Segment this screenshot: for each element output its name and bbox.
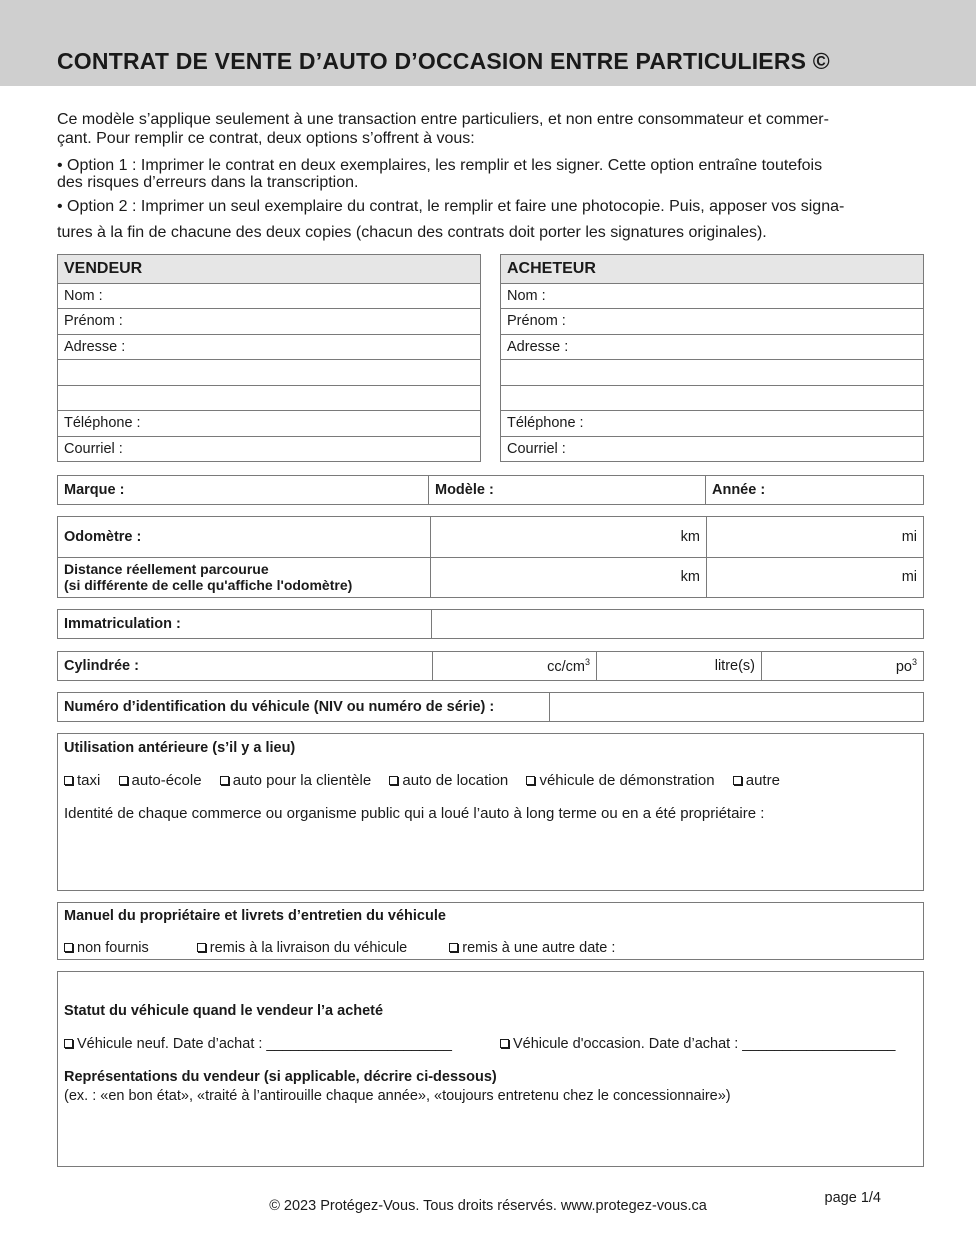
acheteur-adresse-field[interactable] bbox=[501, 335, 923, 360]
checkbox-icon bbox=[64, 776, 73, 785]
checkbox-icon bbox=[64, 1039, 73, 1048]
checkbox-autre[interactable] bbox=[733, 772, 780, 789]
distance-label-line: (si différente de celle qu'affiche l'odomètre) bbox=[64, 577, 353, 593]
field-label: Nom : bbox=[64, 288, 103, 304]
unit-po-sup: 3 bbox=[911, 657, 917, 668]
acheteur-nom-field[interactable] bbox=[501, 284, 923, 309]
vendeur-adresse-line-3[interactable] bbox=[58, 386, 480, 411]
cylindree-row bbox=[57, 651, 924, 681]
odometre-row bbox=[58, 517, 923, 557]
representations-field[interactable] bbox=[64, 1112, 917, 1160]
intro-line: tures à la fin de chacune des deux copies (chacun des contrats doit porter les signatures originales). bbox=[57, 224, 767, 241]
field-label: Modèle : bbox=[435, 482, 494, 498]
niv-field[interactable] bbox=[550, 693, 923, 721]
checkbox-vehicule-demonstration[interactable] bbox=[526, 772, 714, 789]
representations-title: Représentations du vendeur (si applicable, décrire ci-dessous) bbox=[64, 1069, 497, 1085]
immatriculation-label: Immatriculation : bbox=[58, 610, 432, 638]
vendeur-adresse-field[interactable] bbox=[58, 335, 480, 360]
niv-label: Numéro d’identification du véhicule (NIV ou numéro de série) : bbox=[58, 693, 550, 721]
acheteur-section bbox=[500, 254, 924, 462]
niv-row bbox=[57, 692, 924, 722]
unit-km: km bbox=[680, 569, 700, 585]
modele-field[interactable] bbox=[429, 476, 706, 504]
checkbox-auto-clientele[interactable] bbox=[220, 772, 371, 789]
cylindree-litres-field[interactable] bbox=[597, 652, 762, 680]
intro-line: çant. Pour remplir ce contrat, deux options s’offrent à vous: bbox=[57, 130, 475, 147]
option-label: Véhicule neuf. Date d’achat : _______________________ bbox=[77, 1036, 452, 1052]
field-label: Année : bbox=[712, 482, 766, 498]
checkbox-icon bbox=[733, 776, 742, 785]
annee-field[interactable] bbox=[706, 476, 923, 504]
immatriculation-row bbox=[57, 609, 924, 639]
vendeur-header: VENDEUR bbox=[58, 255, 480, 284]
vendeur-nom-field[interactable] bbox=[58, 284, 480, 309]
unit-po-text: po bbox=[895, 658, 912, 675]
field-label: Nom : bbox=[507, 288, 546, 304]
option-label: non fournis bbox=[77, 940, 149, 956]
unit-po bbox=[896, 657, 917, 675]
vendeur-section bbox=[57, 254, 481, 462]
acheteur-adresse-line-3[interactable] bbox=[501, 386, 923, 411]
marque-modele-annee-row bbox=[57, 475, 924, 505]
footer-copyright: © 2023 Protégez-Vous. Tous droits réservés. www.protegez-vous.ca bbox=[269, 1198, 707, 1214]
checkbox-icon bbox=[526, 776, 535, 785]
statut-neuf-option[interactable] bbox=[64, 1036, 452, 1052]
intro-option-2 bbox=[57, 194, 922, 246]
cylindree-cc-field[interactable] bbox=[433, 652, 597, 680]
page-number: page 1/4 bbox=[824, 1190, 881, 1206]
checkbox-icon bbox=[64, 943, 73, 952]
field-label: Adresse : bbox=[507, 339, 569, 355]
unit-cc bbox=[547, 657, 590, 675]
intro-line: des risques d’erreurs dans la transcription. bbox=[57, 174, 359, 191]
checkbox-icon bbox=[197, 943, 206, 952]
acheteur-prenom-field[interactable] bbox=[501, 309, 923, 335]
option-label: autre bbox=[745, 772, 780, 789]
unit-km: km bbox=[680, 529, 700, 545]
option-label: Véhicule d'occasion. Date d’achat : ___________________ bbox=[513, 1036, 896, 1052]
field-label: Courriel : bbox=[507, 441, 566, 457]
distance-row bbox=[58, 557, 923, 597]
identite-label: Identité de chaque commerce ou organisme public qui a loué l’auto à long terme ou en a été propriétaire : bbox=[64, 805, 765, 822]
identite-field[interactable] bbox=[64, 829, 917, 884]
intro-line: • Option 1 : Imprimer le contrat en deux exemplaires, les remplir et les signer. Cette option entraîne toutefois bbox=[57, 157, 823, 174]
checkbox-icon bbox=[449, 943, 458, 952]
field-label: Téléphone : bbox=[507, 415, 584, 431]
statut-section bbox=[57, 971, 924, 1167]
odometre-km-field[interactable] bbox=[431, 517, 707, 557]
manuel-section bbox=[57, 902, 924, 960]
cylindree-label: Cylindrée : bbox=[58, 652, 433, 680]
manuel-title: Manuel du propriétaire et livrets d’entretien du véhicule bbox=[64, 908, 446, 924]
intro-line: • Option 2 : Imprimer un seul exemplaire du contrat, le remplir et faire une photocopie. Puis, apposer vos signa- bbox=[57, 198, 845, 215]
checkbox-remis-autre-date[interactable] bbox=[449, 940, 615, 956]
field-label: Courriel : bbox=[64, 441, 123, 457]
intro-paragraph bbox=[57, 110, 922, 148]
option-label: auto pour la clientèle bbox=[232, 772, 372, 789]
field-label: Marque : bbox=[64, 482, 125, 498]
marque-field[interactable] bbox=[58, 476, 429, 504]
checkbox-icon bbox=[119, 776, 128, 785]
unit-litres: litre(s) bbox=[714, 658, 755, 674]
statut-title: Statut du véhicule quand le vendeur l’a acheté bbox=[64, 1003, 384, 1019]
option-label: auto de location bbox=[402, 772, 509, 789]
intro-option-1 bbox=[57, 157, 922, 191]
immatriculation-field[interactable] bbox=[432, 610, 923, 638]
field-label: Adresse : bbox=[64, 339, 126, 355]
utilisation-section bbox=[57, 733, 924, 891]
checkbox-remis-livraison[interactable] bbox=[197, 940, 407, 956]
option-label: taxi bbox=[77, 772, 101, 789]
option-label: remis à une autre date : bbox=[462, 940, 616, 956]
checkbox-icon bbox=[500, 1039, 509, 1048]
checkbox-auto-location[interactable] bbox=[389, 772, 508, 789]
option-label: véhicule de démonstration bbox=[539, 772, 715, 789]
unit-mi: mi bbox=[901, 529, 917, 545]
unit-cc-text: cc/cm bbox=[547, 658, 585, 675]
unit-cc-sup: 3 bbox=[584, 657, 590, 668]
unit-mi: mi bbox=[901, 569, 917, 585]
cylindree-po-field[interactable] bbox=[762, 652, 923, 680]
statut-occasion-option[interactable] bbox=[500, 1036, 896, 1052]
distance-mi-field[interactable] bbox=[707, 557, 923, 597]
checkbox-icon bbox=[220, 776, 229, 785]
distance-km-field[interactable] bbox=[431, 557, 707, 597]
vendeur-courriel-field[interactable] bbox=[58, 437, 480, 461]
field-label: Prénom : bbox=[64, 313, 123, 329]
checkbox-auto-ecole[interactable] bbox=[119, 772, 202, 789]
utilisation-title: Utilisation antérieure (s’il y a lieu) bbox=[64, 740, 296, 756]
intro-line: Ce modèle s’applique seulement à une transaction entre particuliers, et non entre consommateur et commer- bbox=[57, 111, 829, 128]
field-label: Prénom : bbox=[507, 313, 566, 329]
acheteur-telephone-field[interactable] bbox=[501, 411, 923, 437]
field-label: Téléphone : bbox=[64, 415, 141, 431]
odometre-mi-field[interactable] bbox=[707, 517, 923, 557]
representations-example: (ex. : «en bon état», «traité à l’antirouille chaque année», «toujours entretenu chez le concessionnaire») bbox=[64, 1088, 731, 1104]
distance-label bbox=[58, 557, 431, 597]
odometre-label: Odomètre : bbox=[58, 517, 431, 557]
checkbox-icon bbox=[389, 776, 398, 785]
acheteur-adresse-line-2[interactable] bbox=[501, 360, 923, 386]
checkbox-taxi[interactable] bbox=[64, 772, 100, 789]
odometre-section bbox=[57, 516, 924, 598]
vendeur-telephone-field[interactable] bbox=[58, 411, 480, 437]
checkbox-non-fournis[interactable] bbox=[64, 940, 149, 956]
page-title: CONTRAT DE VENTE D’AUTO D’OCCASION ENTRE PARTICULIERS © bbox=[57, 48, 830, 74]
acheteur-courriel-field[interactable] bbox=[501, 437, 923, 461]
option-label: remis à la livraison du véhicule bbox=[209, 940, 408, 956]
manuel-options bbox=[64, 940, 629, 956]
vendeur-prenom-field[interactable] bbox=[58, 309, 480, 335]
distance-label-line: Distance réellement parcourue bbox=[64, 561, 269, 577]
option-label: auto-école bbox=[131, 772, 202, 789]
vendeur-adresse-line-2[interactable] bbox=[58, 360, 480, 386]
acheteur-header: ACHETEUR bbox=[501, 255, 923, 284]
utilisation-options bbox=[64, 772, 794, 789]
